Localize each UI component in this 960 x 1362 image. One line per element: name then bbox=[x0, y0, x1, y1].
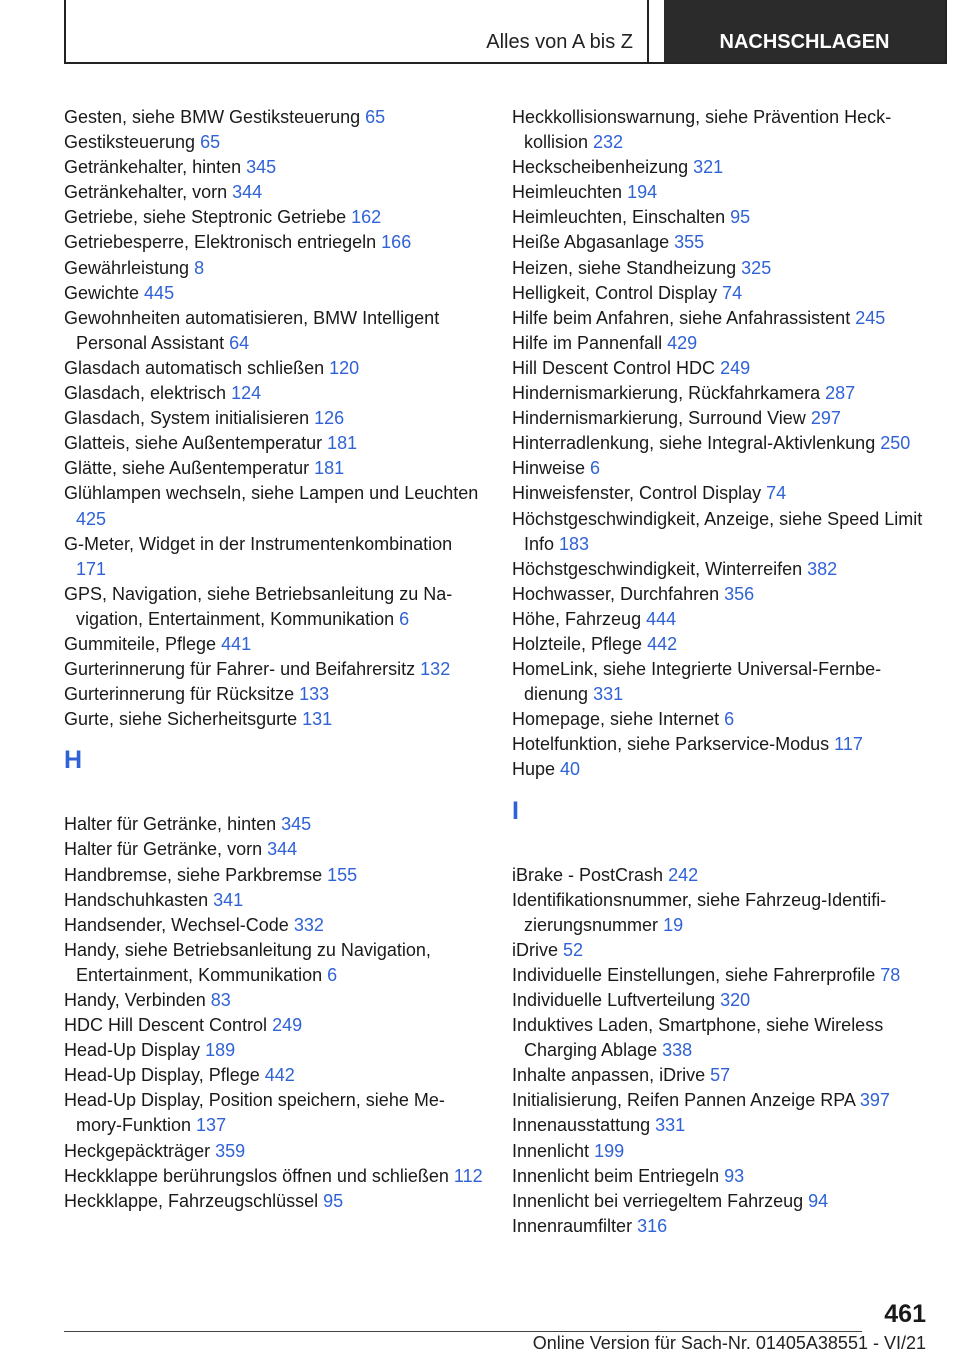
index-entry bbox=[64, 682, 484, 707]
index-entry-term: Heckklappe berührungslos öffnen und schließen bbox=[64, 1165, 454, 1186]
index-entry-term: Gewichte bbox=[64, 282, 145, 303]
index-entry bbox=[512, 1164, 932, 1189]
index-entry-term: HDC Hill Descent Control bbox=[64, 1015, 273, 1036]
index-entry bbox=[64, 356, 484, 381]
page-reference-link[interactable]: 183 bbox=[559, 533, 590, 554]
index-entry bbox=[512, 256, 932, 281]
page-reference-link[interactable]: 112 bbox=[453, 1165, 483, 1186]
page-reference-link[interactable]: 442 bbox=[647, 633, 678, 654]
index-entry bbox=[512, 1189, 932, 1214]
page-reference-link[interactable]: 83 bbox=[210, 990, 231, 1010]
index-entry-term: Höhe, Fahrzeug bbox=[512, 608, 647, 629]
index-entry-term: Helligkeit, Control Display bbox=[512, 282, 723, 303]
index-entry bbox=[512, 657, 932, 707]
index-entry-term: Gurterinnerung für Rücksitze bbox=[64, 684, 300, 705]
index-entry-term: Hochwasser, Durchfahren bbox=[512, 583, 725, 604]
index-entry-term: Handy, siehe Betriebsanleitung zu Navigation, Entertainment, Kommunikation bbox=[64, 939, 431, 985]
page-reference-link[interactable]: 382 bbox=[807, 558, 838, 579]
index-entry bbox=[64, 381, 484, 406]
index-entry bbox=[512, 456, 932, 481]
index-entry-term: Heimleuchten bbox=[512, 182, 628, 203]
index-entry-term: Glasdach automatisch schließen bbox=[64, 357, 330, 378]
index-entry bbox=[64, 863, 484, 888]
index-entry-term: Head-Up Display, Position speichern, siehe Memory-Funktion bbox=[64, 1090, 445, 1136]
page-reference-link[interactable]: 425 bbox=[76, 508, 107, 529]
index-entry bbox=[512, 356, 932, 381]
page-reference-link[interactable]: 355 bbox=[674, 232, 705, 253]
index-entry bbox=[64, 306, 484, 356]
index-entry bbox=[64, 1088, 484, 1138]
index-entry-term: Gummiteile, Pflege bbox=[64, 633, 222, 654]
index-entry bbox=[512, 205, 932, 230]
page-reference-link[interactable]: 331 bbox=[593, 684, 624, 705]
index-entry bbox=[64, 582, 484, 632]
index-entry bbox=[512, 507, 932, 557]
index-entry bbox=[64, 130, 484, 155]
page-reference-link[interactable]: 6 bbox=[724, 709, 735, 730]
index-entry-term: Holzteile, Pflege bbox=[512, 633, 648, 654]
page-reference-link[interactable]: 94 bbox=[808, 1190, 829, 1211]
index-entry-term: Getriebesperre, Elektronisch entriegeln bbox=[64, 232, 382, 253]
page-reference-link[interactable]: 332 bbox=[293, 914, 324, 935]
page-reference-link[interactable]: 162 bbox=[351, 207, 382, 228]
page-reference-link[interactable]: 137 bbox=[196, 1115, 227, 1136]
index-entry-term: Heckklappe, Fahrzeugschlüssel bbox=[64, 1190, 324, 1211]
page-reference-link[interactable]: 155 bbox=[327, 864, 358, 885]
index-entry-term: Getränkehalter, vorn bbox=[64, 182, 233, 203]
index-entry-term: iDrive bbox=[512, 939, 564, 960]
page-reference-link[interactable]: 120 bbox=[329, 357, 360, 378]
index-entry bbox=[512, 988, 932, 1013]
index-entry-term: Halter für Getränke, hinten bbox=[64, 814, 282, 835]
index-entry-term: Head-Up Display bbox=[64, 1040, 206, 1061]
index-section-letter: I bbox=[512, 796, 519, 825]
page-reference-link[interactable]: 181 bbox=[314, 458, 345, 479]
index-entry bbox=[512, 557, 932, 582]
index-entry bbox=[64, 230, 484, 255]
index-entry bbox=[64, 988, 484, 1013]
index-entry-term: Hindernismarkierung, Surround View bbox=[512, 408, 811, 429]
index-entry bbox=[512, 632, 932, 657]
index-entry bbox=[512, 306, 932, 331]
page-reference-link[interactable]: 64 bbox=[229, 332, 250, 353]
index-entry-term: Hindernismarkierung, Rückfahrkamera bbox=[512, 383, 826, 404]
index-entry bbox=[64, 1189, 484, 1214]
index-entry bbox=[512, 757, 932, 782]
page-reference-link[interactable]: 442 bbox=[264, 1065, 295, 1086]
index-entry bbox=[64, 406, 484, 431]
page-reference-link[interactable]: 250 bbox=[880, 433, 911, 454]
index-entry-term: Heizen, siehe Standheizung bbox=[512, 257, 742, 278]
index-entry bbox=[64, 105, 484, 130]
page-reference-link[interactable]: 341 bbox=[213, 889, 244, 910]
index-entry bbox=[64, 812, 484, 837]
page-reference-link[interactable]: 117 bbox=[834, 734, 863, 755]
page-reference-link[interactable]: 126 bbox=[314, 408, 345, 429]
index-entry bbox=[512, 1214, 932, 1239]
index-entry-term: Hinterradlenkung, siehe Integral-Aktivlenkung bbox=[512, 433, 881, 454]
index-entry-term: Hinweisfenster, Control Display bbox=[512, 483, 767, 504]
index-entry-term: Heckkollisionswarnung, siehe Prävention Heckkollision bbox=[512, 107, 892, 153]
index-entry bbox=[64, 180, 484, 205]
index-entry-term: Handy, Verbinden bbox=[64, 990, 211, 1010]
chapter-tab: NACHSCHLAGEN bbox=[664, 0, 945, 62]
page-reference-link[interactable]: 344 bbox=[232, 182, 263, 203]
page-reference-link[interactable]: 194 bbox=[627, 182, 658, 203]
index-entry-term: Innenausstattung bbox=[512, 1115, 656, 1136]
index-entry bbox=[512, 582, 932, 607]
page-reference-link[interactable]: 397 bbox=[859, 1090, 890, 1111]
page-reference-link[interactable]: 74 bbox=[766, 483, 787, 504]
page-reference-link[interactable]: 181 bbox=[327, 433, 358, 454]
index-entry bbox=[64, 256, 484, 281]
page-reference-link[interactable]: 124 bbox=[231, 383, 262, 404]
page-reference-link[interactable]: 6 bbox=[327, 964, 338, 985]
index-entry-term: Inhalte anpassen, iDrive bbox=[512, 1065, 711, 1086]
index-entry-term: Handschuhkasten bbox=[64, 889, 214, 910]
index-entry bbox=[64, 707, 484, 732]
index-entry-term: Induktives Laden, Smartphone, siehe Wireless Charging Ablage bbox=[512, 1015, 884, 1061]
index-entry-term: Homepage, siehe Internet bbox=[512, 709, 725, 730]
index-entry-term: Identifikationsnummer, siehe Fahrzeug-Identifizierungsnummer bbox=[512, 889, 887, 935]
page-reference-link[interactable]: 444 bbox=[646, 608, 677, 629]
page-reference-link[interactable]: 344 bbox=[267, 839, 298, 860]
page-reference-link[interactable]: 321 bbox=[693, 157, 724, 178]
index-entry bbox=[512, 888, 932, 938]
index-entry-term: Höchstgeschwindigkeit, Winterreifen bbox=[512, 558, 808, 579]
page-reference-link[interactable]: 52 bbox=[563, 939, 584, 960]
index-entry-term: Gestiksteuerung bbox=[64, 132, 201, 153]
index-entry-term: Innenlicht beim Entriegeln bbox=[512, 1165, 725, 1186]
index-entry bbox=[64, 1063, 484, 1088]
page-reference-link[interactable]: 8 bbox=[194, 257, 205, 278]
page-reference-link[interactable]: 74 bbox=[722, 282, 743, 303]
index-entry-term: Heimleuchten, Einschalten bbox=[512, 207, 731, 228]
index-column-right bbox=[512, 105, 932, 1239]
page-header bbox=[64, 0, 947, 64]
index-entry-term: Gewährleistung bbox=[64, 257, 195, 278]
index-entry bbox=[64, 938, 484, 988]
page-number: 461 bbox=[884, 1300, 926, 1328]
footer-text: Online Version für Sach-Nr. 01405A38551 - VI/21 bbox=[532, 1333, 926, 1353]
index-entry-term: Hilfe beim Anfahren, siehe Anfahrassistent bbox=[512, 307, 856, 328]
index-entry bbox=[64, 1164, 484, 1189]
page-reference-link[interactable]: 232 bbox=[593, 132, 624, 153]
index-entry-term: Heiße Abgasanlage bbox=[512, 232, 675, 253]
index-entry bbox=[512, 381, 932, 406]
page-reference-link[interactable]: 95 bbox=[323, 1190, 344, 1211]
index-entry-term: Höchstgeschwindigkeit, Anzeige, siehe Speed Limit Info bbox=[512, 508, 923, 554]
page-reference-link[interactable]: 166 bbox=[381, 232, 412, 253]
index-entry bbox=[512, 281, 932, 306]
index-entry bbox=[512, 481, 932, 506]
index-entry-term: Heckscheibenheizung bbox=[512, 157, 694, 178]
index-entry-term: Gurterinnerung für Fahrer- und Beifahrersitz bbox=[64, 659, 421, 680]
page-reference-link[interactable]: 95 bbox=[730, 207, 751, 228]
index-entry-term: GPS, Navigation, siehe Betriebsanleitung zu Navigation, Entertainment, Kommunikation bbox=[64, 583, 453, 629]
page-reference-link[interactable]: 249 bbox=[720, 357, 751, 378]
index-entry-term: Individuelle Einstellungen, siehe Fahrerprofile bbox=[512, 964, 881, 985]
index-entry-term: Glatteis, siehe Außentemperatur bbox=[64, 433, 328, 454]
index-entry bbox=[64, 456, 484, 481]
index-entry bbox=[64, 155, 484, 180]
index-entry-term: HomeLink, siehe Integrierte Universal-Fernbedienung bbox=[512, 659, 882, 705]
index-entry-term: Hotelfunktion, siehe Parkservice-Modus bbox=[512, 734, 835, 755]
index-entry-term: Getränkehalter, hinten bbox=[64, 157, 247, 178]
page-reference-link[interactable]: 78 bbox=[880, 964, 901, 985]
index-entry bbox=[64, 1139, 484, 1164]
index-entry bbox=[512, 155, 932, 180]
footer-divider bbox=[64, 1331, 862, 1332]
index-entry bbox=[512, 105, 932, 155]
page-reference-link[interactable]: 189 bbox=[205, 1040, 236, 1061]
index-entry bbox=[512, 230, 932, 255]
page-reference-link[interactable]: 133 bbox=[299, 684, 330, 705]
page-reference-link[interactable]: 242 bbox=[668, 864, 699, 885]
index-entry-term: Hupe bbox=[512, 759, 561, 780]
page-reference-link[interactable]: 320 bbox=[720, 990, 751, 1010]
page-reference-link[interactable]: 65 bbox=[200, 132, 221, 153]
page-reference-link[interactable]: 19 bbox=[663, 914, 684, 935]
index-entry bbox=[64, 1013, 484, 1038]
index-entry bbox=[64, 1038, 484, 1063]
page-reference-link[interactable]: 325 bbox=[741, 257, 772, 278]
page-reference-link[interactable]: 65 bbox=[365, 107, 386, 127]
index-entry-term: Innenraumfilter bbox=[512, 1215, 638, 1236]
index-entry bbox=[512, 607, 932, 632]
index-entry-term: iBrake - PostCrash bbox=[512, 864, 669, 885]
index-entry-term: Head-Up Display, Pflege bbox=[64, 1065, 265, 1086]
page-reference-link[interactable]: 359 bbox=[215, 1140, 246, 1161]
page-reference-link[interactable]: 331 bbox=[655, 1115, 686, 1136]
page-reference-link[interactable]: 6 bbox=[590, 458, 601, 479]
index-entry bbox=[64, 657, 484, 682]
page-reference-link[interactable]: 6 bbox=[399, 608, 410, 629]
index-entry-term: Individuelle Luftverteilung bbox=[512, 990, 721, 1010]
page-reference-link[interactable]: 287 bbox=[825, 383, 856, 404]
index-entry-term: Handsender, Wechsel-Code bbox=[64, 914, 294, 935]
index-entry-term: Glühlampen wechseln, siehe Lampen und Leuchten bbox=[64, 483, 479, 504]
index-entry-term: Handbremse, siehe Parkbremse bbox=[64, 864, 328, 885]
page-reference-link[interactable]: 93 bbox=[724, 1165, 745, 1186]
index-entry bbox=[64, 837, 484, 862]
index-entry bbox=[512, 863, 932, 888]
index-entry bbox=[512, 938, 932, 963]
page-reference-link[interactable]: 297 bbox=[810, 408, 841, 429]
index-entry-term: Initialisierung, Reifen Pannen Anzeige RPA bbox=[512, 1090, 860, 1111]
page-reference-link[interactable]: 131 bbox=[302, 709, 333, 730]
page-reference-link[interactable]: 245 bbox=[855, 307, 886, 328]
page-reference-link[interactable]: 345 bbox=[246, 157, 277, 178]
page-reference-link[interactable]: 345 bbox=[281, 814, 312, 835]
index-entry-term: Gewohnheiten automatisieren, BMW Intelligent Personal Assistant bbox=[64, 307, 440, 353]
page-reference-link[interactable]: 57 bbox=[710, 1065, 731, 1086]
index-entry-term: Innenlicht bbox=[512, 1140, 595, 1161]
index-entry-term: Heckgepäckträger bbox=[64, 1140, 216, 1161]
index-column-left bbox=[64, 105, 484, 1214]
index-entry bbox=[512, 707, 932, 732]
page-reference-link[interactable]: 338 bbox=[662, 1040, 693, 1061]
index-entry bbox=[512, 963, 932, 988]
index-entry bbox=[512, 1113, 932, 1138]
index-entry bbox=[512, 406, 932, 431]
page-reference-link[interactable]: 429 bbox=[667, 332, 698, 353]
index-entry bbox=[512, 1013, 932, 1063]
index-entry-term: Glätte, siehe Außentemperatur bbox=[64, 458, 315, 479]
index-entry-term: Halter für Getränke, vorn bbox=[64, 839, 268, 860]
index-entry bbox=[64, 888, 484, 913]
index-entry bbox=[512, 732, 932, 757]
page-reference-link[interactable]: 171 bbox=[76, 558, 107, 579]
index-entry bbox=[64, 205, 484, 230]
page-reference-link[interactable]: 132 bbox=[420, 659, 451, 680]
page-reference-link[interactable]: 445 bbox=[144, 282, 175, 303]
index-entry bbox=[64, 281, 484, 306]
section-title: Alles von A bis Z bbox=[66, 0, 649, 62]
index-entry-term: Gesten, siehe BMW Gestiksteuerung bbox=[64, 107, 366, 127]
index-entry-term: Glasdach, elektrisch bbox=[64, 383, 232, 404]
page-reference-link[interactable]: 316 bbox=[637, 1215, 668, 1236]
index-entry bbox=[64, 431, 484, 456]
index-entry bbox=[512, 1088, 932, 1113]
index-entry-term: Getriebe, siehe Steptronic Getriebe bbox=[64, 207, 352, 228]
index-entry-term: G-Meter, Widget in der Instrumentenkombination bbox=[64, 533, 453, 554]
index-entry bbox=[512, 180, 932, 205]
index-entry-term: Hilfe im Pannenfall bbox=[512, 332, 668, 353]
index-entry-term: Innenlicht bei verriegeltem Fahrzeug bbox=[512, 1190, 809, 1211]
page-reference-link[interactable]: 249 bbox=[272, 1015, 303, 1036]
index-entry bbox=[512, 331, 932, 356]
index-entry-term: Gurte, siehe Sicherheitsgurte bbox=[64, 709, 303, 730]
index-entry bbox=[64, 913, 484, 938]
index-entry-term: Hinweise bbox=[512, 458, 591, 479]
index-entry bbox=[64, 481, 484, 531]
index-entry bbox=[64, 632, 484, 657]
index-entry bbox=[512, 1139, 932, 1164]
index-entry bbox=[512, 1063, 932, 1088]
index-section-letter: H bbox=[64, 746, 83, 775]
index-entry-term: Hill Descent Control HDC bbox=[512, 357, 721, 378]
page-reference-link[interactable]: 441 bbox=[221, 633, 252, 654]
page-reference-link[interactable]: 40 bbox=[560, 759, 581, 780]
page-reference-link[interactable]: 356 bbox=[724, 583, 755, 604]
index-entry bbox=[64, 532, 484, 582]
index-entry-term: Glasdach, System initialisieren bbox=[64, 408, 315, 429]
index-entry bbox=[512, 431, 932, 456]
page-reference-link[interactable]: 199 bbox=[594, 1140, 625, 1161]
